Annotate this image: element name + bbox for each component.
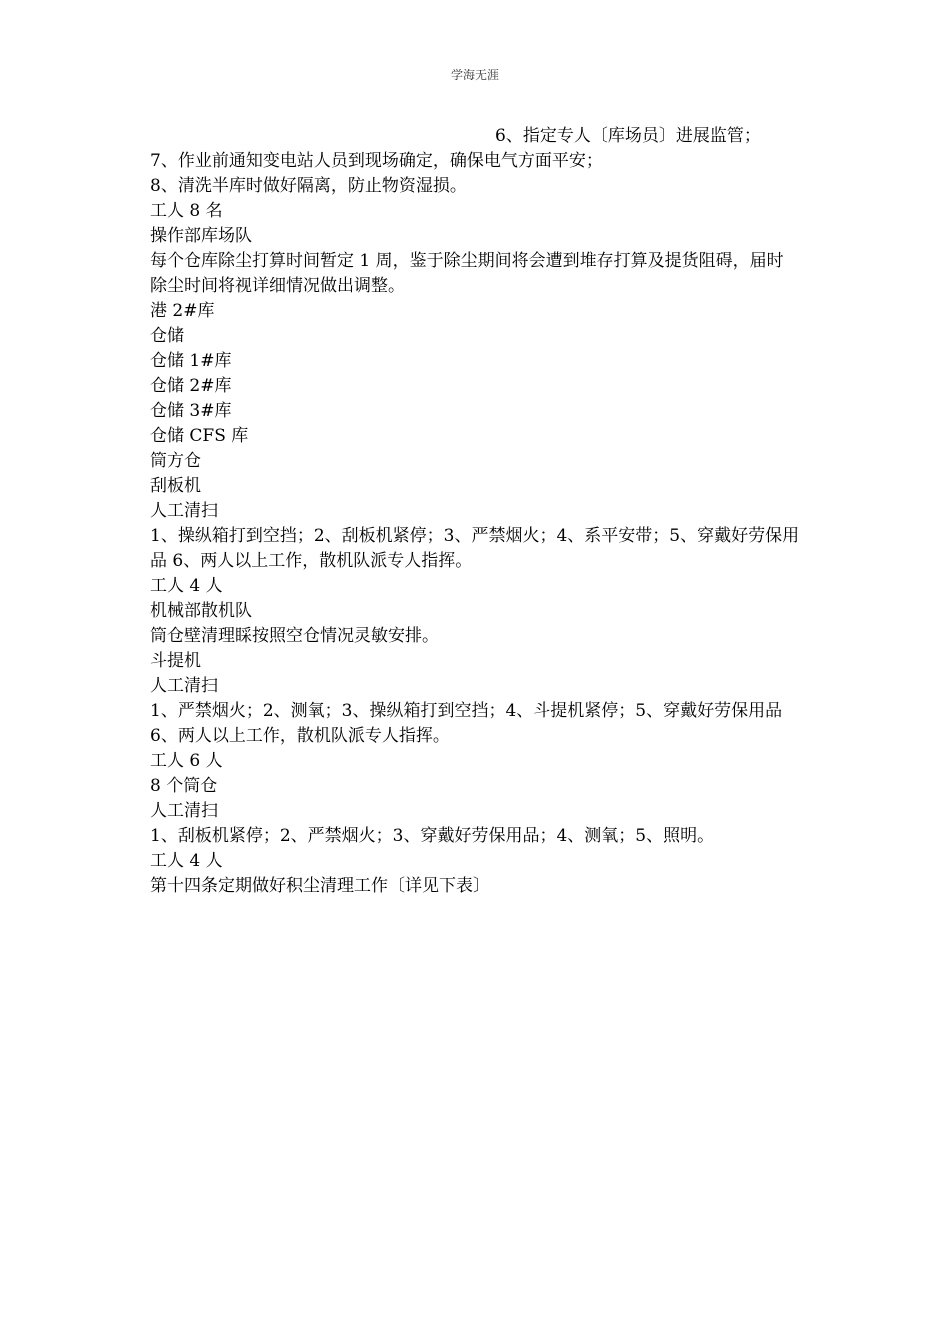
text-line: 刮板机 — [150, 476, 201, 496]
text-line: 工人 8 名 — [150, 201, 223, 221]
text-line: 6、指定专人〔库场员〕进展监管； — [495, 126, 761, 146]
text-line: 仓储 — [150, 326, 184, 346]
text-line: 斗提机 — [150, 651, 201, 671]
text-line: 工人 4 人 — [150, 576, 223, 596]
text-line: 仓储 3#库 — [150, 401, 232, 421]
text-line: 仓储 2#库 — [150, 376, 232, 396]
text-line: 港 2#库 — [150, 301, 215, 321]
text-line: 仓储 1#库 — [150, 351, 232, 371]
text-paragraph: 1、严禁烟火；2、测氧；3、操纵箱打到空挡；4、斗提机紧停；5、穿戴好劳保用品 6、两人以上工作，散机队派专人指挥。 — [150, 701, 788, 746]
page-header: 学海无涯 — [450, 68, 499, 82]
text-paragraph: 每个仓库除尘打算时间暂定 1 周，鉴于除尘期间将会遭到堆存打算及提货阻碍，届时除尘时间将视详细情况做出调整。 — [150, 251, 784, 296]
text-line: 仓储 CFS 库 — [150, 426, 249, 446]
text-line: 7、作业前通知变电站人员到现场确定，确保电气方面平安； — [150, 151, 603, 171]
text-line: 筒仓壁清理睬按照空仓情况灵敏安排。 — [150, 626, 439, 646]
text-line: 人工清扫 — [150, 801, 218, 821]
text-line: 人工清扫 — [150, 501, 218, 521]
text-line: 机械部散机队 — [150, 601, 252, 621]
document-body — [150, 124, 800, 899]
text-line: 1、刮板机紧停；2、严禁烟火；3、穿戴好劳保用品；4、测氧；5、照明。 — [150, 826, 715, 846]
text-line: 操作部库场队 — [150, 226, 252, 246]
section-heading: 第十四条定期做好积尘清理工作〔详见下表〕 — [150, 876, 490, 896]
text-line: 工人 6 人 — [150, 751, 223, 771]
text-line: 8 个筒仓 — [150, 776, 218, 796]
text-line: 筒方仓 — [150, 451, 201, 471]
text-line: 8、清洗半库时做好隔离，防止物资湿损。 — [150, 176, 467, 196]
text-line: 人工清扫 — [150, 676, 218, 696]
text-paragraph: 1、操纵箱打到空挡；2、刮板机紧停；3、严禁烟火；4、系平安带；5、穿戴好劳保用品 6、两人以上工作，散机队派专人指挥。 — [150, 526, 800, 571]
text-line: 工人 4 人 — [150, 851, 223, 871]
